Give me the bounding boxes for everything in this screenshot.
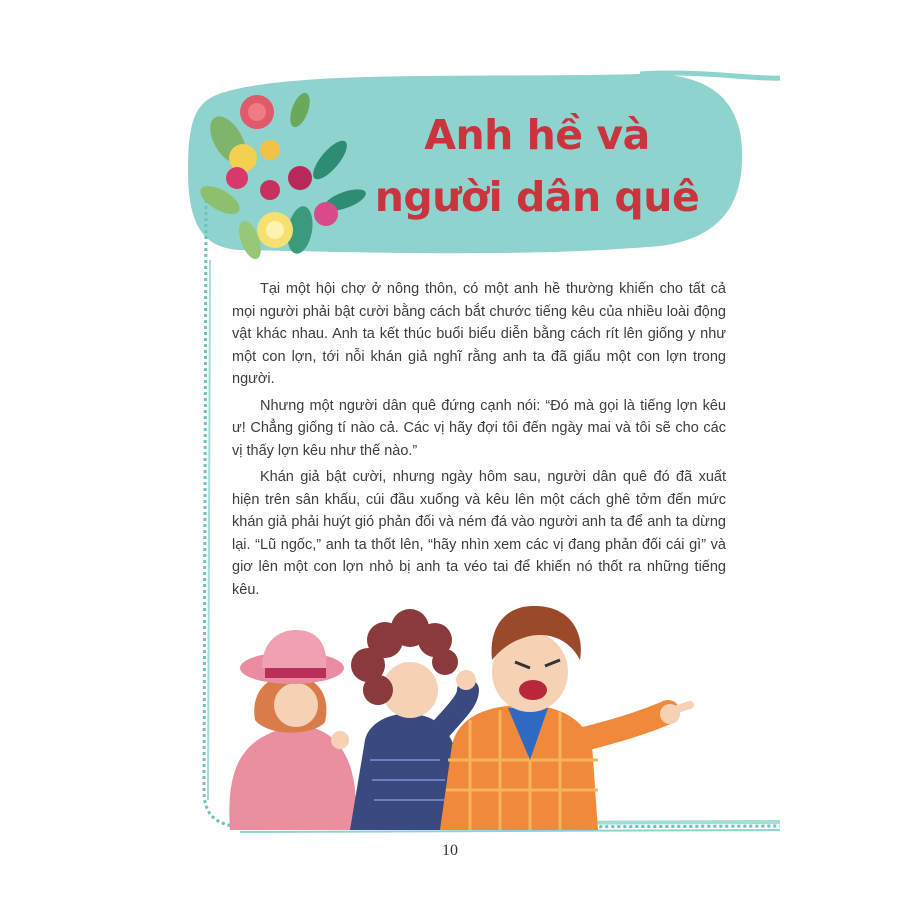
title-line-2: người dân quê [374,173,700,221]
story-paragraph: Khán giả bật cười, nhưng ngày hôm sau, người dân quê đó đã xuất hiện trên sân khấu, cúi đầu xuống và kêu lên một cách ghê tởm đến mức khán giả phải huýt gió phản đối và ném đá vào người anh ta để anh ta dừng lại. “Lũ ngốc,” anh ta thốt lên, “hãy nhìn xem các vị đang phản đối cái gì” và giơ lên một con lợn nhỏ bị anh ta véo tai để khiến nó thốt ra những tiếng kêu. [232,469,726,598]
woman-figure [229,630,358,830]
page-number: 10 [442,842,458,859]
angry-man-figure [440,606,690,830]
title-line-1: Anh hề và [424,111,650,159]
story-paragraph: Tại một hội chợ ở nông thôn, có một anh hề thường khiến cho tất cả mọi người phải bật cười bằng cách bắt chước tiếng kêu của nhiều loài động vật khác nhau. Anh ta kết thúc buổi biểu diễn bằng cách rít lên giống y như một con lợn, tới nỗi khán giả nghĩ rằng anh ta đã giấu một con lợn trong người. [232,281,726,387]
story-paragraph: Nhưng một người dân quê đứng cạnh nói: “Đó mà gọi là tiếng lợn kêu ư! Chẳng giống tí nào cả. Các vị hãy đợi tôi đến ngày mai và tôi sẽ cho các vị thấy lợn kêu như thế nào.” [232,397,726,459]
